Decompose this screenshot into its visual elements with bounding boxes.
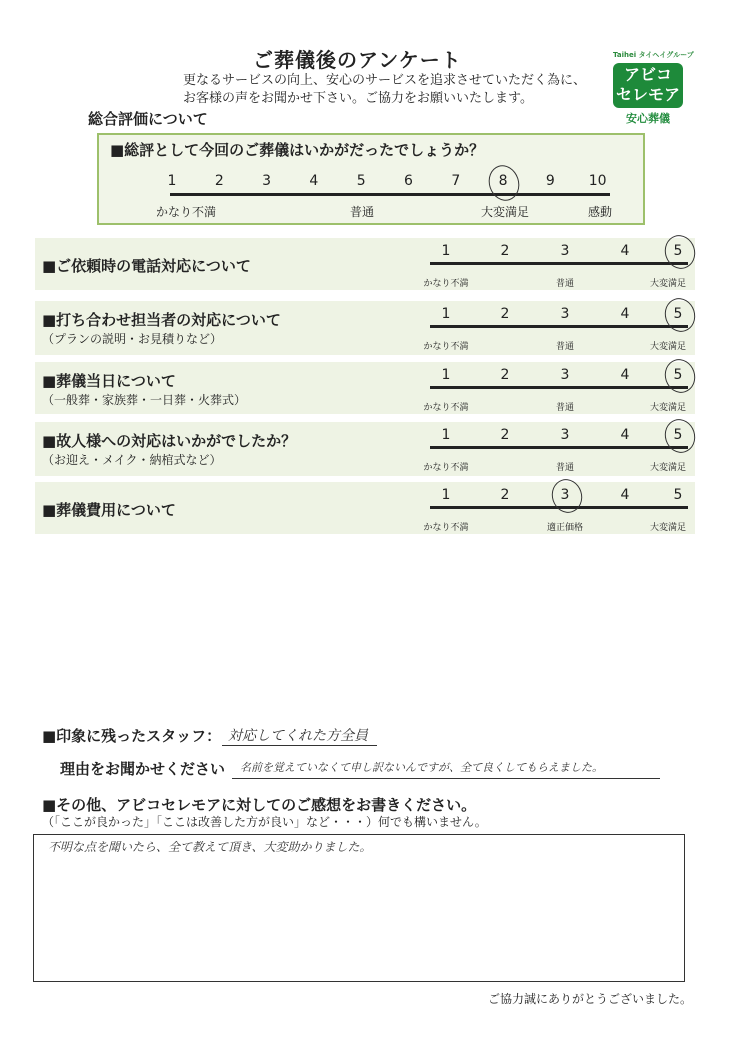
rating-scale-label: かなり不満 [423,463,469,473]
question-title: ■葬儀当日について [42,372,176,390]
rating-option[interactable]: 5 [673,367,683,383]
rating-scale-line [430,325,688,328]
comments-box[interactable] [33,834,685,982]
rating-scale-label: 大変満足 [649,342,687,352]
overall-scale-option[interactable]: 5 [356,173,366,189]
overall-scale-label: かなり不満 [155,205,217,219]
reason-answer-line [232,778,660,779]
overall-scale-option[interactable]: 2 [214,173,224,189]
overall-scale-label: 普通 [349,205,375,219]
company-logo [613,50,693,126]
rating-option[interactable]: 1 [441,306,451,322]
rating-option[interactable]: 4 [620,243,630,259]
rating-option[interactable]: 1 [441,487,451,503]
rating-option[interactable]: 2 [500,306,510,322]
question-title: ■ご依頼時の電話対応について [42,257,251,275]
rating-option[interactable]: 5 [673,306,683,322]
overall-scale-option[interactable]: 10 [588,173,607,189]
intro-text-line2: お客様の声をお聞かせ下さい。ご協力をお願いいたします。 [183,91,533,106]
rating-option[interactable]: 1 [441,427,451,443]
rating-scale-line [430,386,688,389]
rating-scale-label: 普通 [555,403,575,413]
rating-scale-label: 大変満足 [649,463,687,473]
comments-answer[interactable]: 不明な点を聞いたら、全て教えて頂き、大変助かりました。 [48,840,372,854]
rating-scale-label: 適正価格 [546,523,584,533]
question-title: ■打ち合わせ担当者の対応について [42,311,281,329]
staff-answer[interactable]: 対応してくれた方全員 [228,728,368,744]
survey-title: ご葬儀後のアンケート [253,48,462,72]
staff-answer-line [222,745,377,746]
comments-label: ■その他、アビコセレモアに対してのご感想をお書きください。 [42,796,477,814]
rating-option[interactable]: 2 [500,243,510,259]
rating-option[interactable]: 3 [560,243,570,259]
rating-scale-line [430,262,688,265]
rating-option[interactable]: 2 [500,487,510,503]
rating-option[interactable]: 5 [673,427,683,443]
rating-scale-label: 普通 [555,463,575,473]
reason-answer[interactable]: 名前を覚えていなくて申し訳ないんですが、全て良くしてもらえました。 [240,761,603,774]
rating-scale-label: 大変満足 [649,523,687,533]
rating-scale-line [430,446,688,449]
logo-line2: セレモア [615,85,680,104]
overall-scale-option[interactable]: 1 [167,173,177,189]
rating-option[interactable]: 3 [560,306,570,322]
rating-option[interactable]: 1 [441,367,451,383]
rating-scale-label: かなり不満 [423,279,469,289]
rating-option[interactable]: 2 [500,427,510,443]
reason-label: 理由をお聞かせください [60,760,226,778]
rating-option[interactable]: 2 [500,367,510,383]
rating-option[interactable]: 5 [673,487,683,503]
overall-scale-label: 感動 [587,205,613,219]
rating-scale-label: かなり不満 [423,403,469,413]
footer-thanks: ご協力誠にありがとうございました。 [488,992,693,1006]
rating-option[interactable]: 3 [560,367,570,383]
rating-scale-label: 大変満足 [649,403,687,413]
overall-section-heading: 総合評価について [88,110,208,128]
intro-text-line1: 更なるサービスの向上、安心のサービスを追求させていただく為に、 [183,73,587,88]
rating-scale-label: 普通 [555,342,575,352]
overall-scale-option[interactable]: 3 [262,173,272,189]
rating-option[interactable]: 4 [620,367,630,383]
rating-option[interactable]: 4 [620,427,630,443]
rating-scale-label: 大変満足 [649,279,687,289]
overall-scale-label: 大変満足 [480,205,530,219]
comments-sub: （「ここが良かった」「ここは改善した方が良い」など・・・）何でも構いません。 [42,815,487,829]
rating-scale-label: かなり不満 [423,523,469,533]
overall-scale-line [170,193,610,196]
rating-option[interactable]: 5 [673,243,683,259]
logo-line1: アビコ [623,65,672,84]
rating-scale-label: 普通 [555,279,575,289]
question-title: ■葬儀費用について [42,501,176,519]
rating-option[interactable]: 1 [441,243,451,259]
rating-option[interactable]: 3 [560,427,570,443]
question-subtitle: （お迎え・メイク・納棺式など） [42,453,222,467]
logo-group-name: Taihei タイヘイグループ [613,51,694,59]
staff-label: ■印象に残ったスタッフ： [42,727,222,745]
overall-scale-option[interactable]: 9 [545,173,555,189]
question-subtitle: （プランの説明・お見積りなど） [42,332,223,346]
question-title: ■故人様への対応はいかがでしたか？ [42,432,297,450]
logo-tagline: 安心葬儀 [626,112,670,125]
overall-scale-option[interactable]: 6 [404,173,413,189]
rating-scale-label: かなり不満 [423,342,469,352]
logo-badge [613,63,683,108]
overall-scale-option[interactable]: 4 [309,173,319,189]
overall-scale-option[interactable]: 7 [451,173,461,189]
rating-option[interactable]: 4 [620,487,630,503]
question-subtitle: （一般葬・家族葬・一日葬・火葬式） [42,393,247,407]
overall-question: ■総評として今回のご葬儀はいかがだったでしょうか？ [110,141,485,159]
rating-option[interactable]: 3 [560,487,570,503]
rating-option[interactable]: 4 [620,306,630,322]
overall-scale-option[interactable]: 8 [498,173,508,189]
